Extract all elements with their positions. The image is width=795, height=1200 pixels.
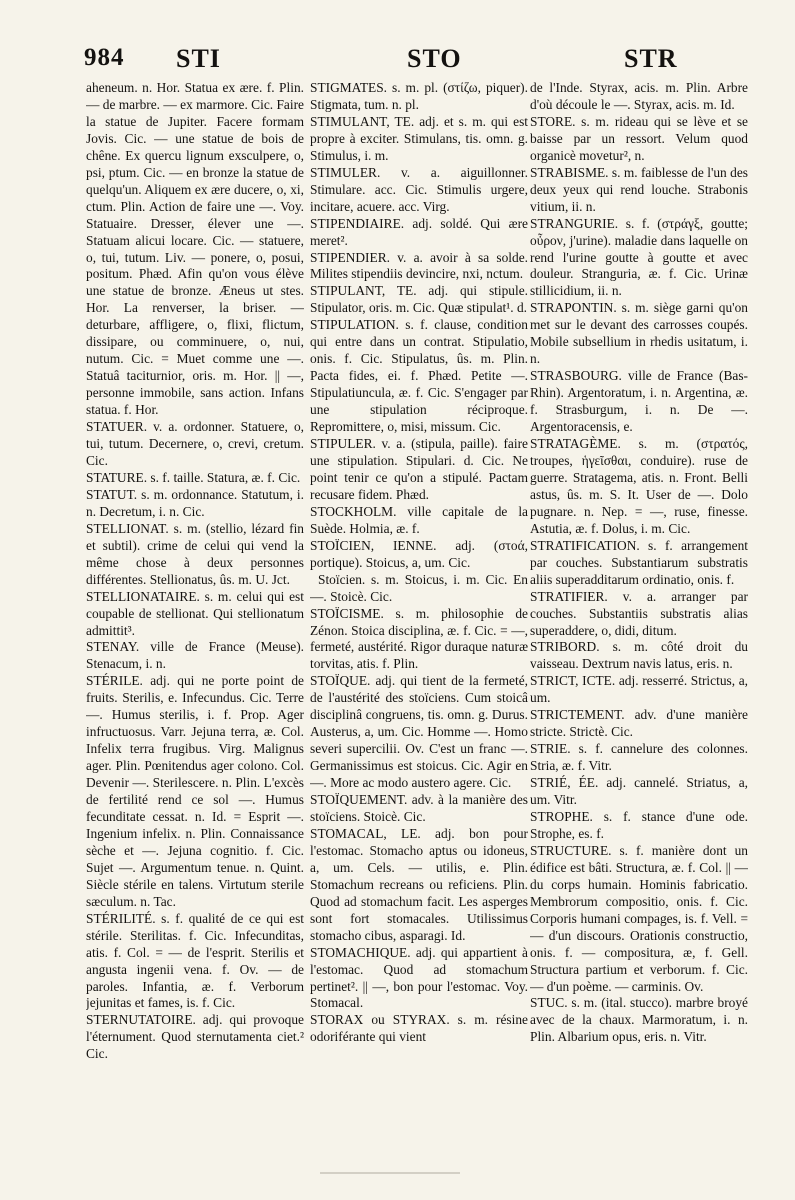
- dictionary-entry: STRIE. s. f. cannelure des colonnes. Stria, æ. f. Vitr.: [530, 741, 748, 774]
- column-right: [530, 80, 748, 1140]
- dictionary-entry: STRICT, ICTE. adj. resserré. Strictus, a, um.: [530, 673, 748, 706]
- dictionary-entry: STRATAGÈME. s. m. (στρατός, troupes, ἡγεῖσθαι, conduire). ruse de guerre. Stratagema, atis. n. Front. Belli astus, ûs. m. S. It. User de —. Dolo pugnare. n. Nep. = —, ruse, finesse. Astutia, æ. f. Dolus, i. m. Cic.: [530, 436, 748, 536]
- dictionary-entry: STRANGURIE. s. f. (στράγξ, goutte; οὖρον, j'urine). maladie dans laquelle on rend l'urine goutte à goutte et avec douleur. Stranguria, æ. f. Cic. Urinæ stillicidium, ii. n.: [530, 215, 748, 299]
- dictionary-entry: STIPULANT, TE. adj. qui stipule. Stipulator, oris. m. Cic. Quæ stipulat¹. d.: [310, 283, 528, 316]
- entry-continuation: aheneum. n. Hor. Statua ex ære. f. Plin. — de marbre. — ex marmore. Cic. Faire la statue de Jupiter. Facere formam Jovis. Cic. — une statue de bois de chêne. Ex quercu lignum exsculpere, o, psi, ptum. Cic. — en bronze la statue de quelqu'un. Aliquem ex ære ducere, o, xi, ctum. Plin. Action de faire une —. Voy. Statuaire. Dresser, élever une —. Statuam alicui locare. Cic. — statuere, o, tui, tutum. Liv. — ponere, o, posui, positum. Phæd. Afin qu'on vous élève une statue de bronze. Æneus ut stes. Hor. La renverser, la briser. — deturbare, affligere, o, flixi, flictum, dissipare, ou comminuere, o, nui, nutum. Cic. = Muet comme une —. Statuâ taciturnior, oris. m. Hor. || —, personne immobile, sans action. Infans statua. f. Hor.: [86, 80, 304, 418]
- dictionary-entry: STIMULANT, TE. adj. et s. m. qui est propre à exciter. Stimulans, tis. omn. g. Stimulus, i. m.: [310, 113, 528, 163]
- page-header: [84, 40, 774, 84]
- dictionary-entry: STATURE. s. f. taille. Statura, æ. f. Cic.: [86, 469, 301, 485]
- dictionary-entry: STRATIFICATION. s. f. arrangement par couches. Substantiarum substratis aliis superadditarum ordinatio, onis. f.: [530, 537, 748, 587]
- dictionary-entry: STOÏQUEMENT. adv. à la manière des stoïciens. Stoicè. Cic.: [310, 792, 528, 824]
- dictionary-entry: STOÏQUE. adj. qui tient de la fermeté, de l'austérité des stoïciens. Cum stoicâ disciplinâ congruens, tis. omn. g. Durus. Austerus, a, um. Cic. Homme —. Homo severi supercilii. Ov. C'est un franc —. Germanissimus est stoicus. Cic. Agir en —. More ac modo austero agere. Cic.: [310, 673, 528, 791]
- dictionary-entry: STRASBOURG. ville de France (Bas-Rhin). Argentoratum, i. n. Argentina, æ. f. Strasburgum, i. n. De —. Argentoracensis, e.: [530, 368, 748, 435]
- dictionary-entry: STIMULER. v. a. aiguillonner. Stimulare. acc. Cic. Stimulis urgere, incitare, acuere. acc. Virg.: [310, 164, 528, 214]
- page-number: 984: [84, 44, 125, 71]
- right-running-head: STR: [624, 44, 678, 73]
- dictionary-entry: STOÏCISME. s. m. philosophie de Zénon. Stoica disciplina, æ. f. Cic. = —, fermeté, austérité. Rigor duraque naturæ torvitas, atis. f. Plin.: [310, 605, 528, 672]
- dictionary-entry: STRIÉ, ÉE. adj. cannelé. Striatus, a, um. Vitr.: [530, 775, 748, 808]
- dictionary-entry: STRATIFIER. v. a. arranger par couches. Substantiis substratis alias superaddere, o, didi, ditum.: [530, 588, 748, 638]
- dictionary-entry: STOMACHIQUE. adj. qui appartient à l'estomac. Quod ad stomachum pertinet². || —, bon pour l'estomac. Voy. Stomacal.: [310, 944, 528, 1011]
- dictionary-entry: STÉRILE. adj. qui ne porte point de fruits. Sterilis, e. Infecundus. Cic. Terre —. Humus sterilis, i. f. Prop. Ager infructuosus. Varr. Jejuna terra, æ. Col. Infelix terra frugibus. Virg. Malignus ager. Plin. Pœnitendus ager colono. Col. Devenir —. Sterilescere. n. Plin. L'excès de fertilité rend ce sol —. Humus fecunditate cessat. n. Id. = Esprit —. Ingenium infelix. n. Plin. Connaissance sèche et —. Jejuna cognitio. f. Cic. Sujet —. Argumentum tenue. n. Quint. Siècle stérile en talens. Virtutum sterile sæculum. n. Tac.: [86, 673, 304, 909]
- dictionary-entry: STRAPONTIN. s. m. siège garni qu'on met sur le devant des carrosses coupés. Mobile subsellium in rhedis usitatum, i. n.: [530, 300, 748, 367]
- dictionary-entry: STIPENDIAIRE. adj. soldé. Qui ære meret².: [310, 215, 528, 248]
- entry-continuation: de l'Inde. Styrax, acis. m. Plin. Arbre d'où découle le —. Styrax, acis. m. Id.: [530, 80, 748, 112]
- dictionary-entry: STRUCTURE. s. f. manière dont un édifice est bâti. Structura, æ. f. Col. || — du corps humain. Hominis fabricatio. Membrorum compositio, onis. f. Cic. Corporis humani compages, is. f. Vell. = — d'un discours. Orationis constructio, onis. f. — compositura, æ, f. Gell. Structura partium et verborum. f. Cic. — d'un poème. — carminis. Ov.: [530, 842, 748, 994]
- dictionary-entry: STIPULER. v. a. (stipula, paille). faire une stipulation. Stipulari. d. Cic. Ne point tenir ce qu'on a stipulé. Pactam recusare fidem. Phæd.: [310, 436, 528, 502]
- dictionary-entry: STOCKHOLM. ville capitale de la Suède. Holmia, æ. f.: [310, 503, 528, 536]
- dictionary-entry: STOÏCIEN, IENNE. adj. (στοά, portique). Stoicus, a, um. Cic.: [310, 537, 528, 570]
- center-running-head: STO: [407, 44, 462, 73]
- dictionary-entry: Stoïcien. s. m. Stoicus, i. m. Cic. En —. Stoicè. Cic.: [310, 571, 528, 604]
- dictionary-entry: STOMACAL, LE. adj. bon pour l'estomac. Stomacho aptus ou idoneus, a, um. Cels. — utilis, e. Plin. Stomachum recreans ou reficiens. Plin. Quod ad stomachum facit. Les asperges sont fort stomacales. Utilissimus stomacho cibus, asparagi. Id.: [310, 825, 528, 943]
- dictionary-entry: STENAY. ville de France (Meuse). Stenacum, i. n.: [86, 639, 304, 672]
- dictionary-entry: STUC. s. m. (ital. stucco). marbre broyé avec de la chaux. Marmoratum, i. n. Plin. Albarium opus, eris. n. Vitr.: [530, 995, 748, 1045]
- dictionary-entry: STIPENDIER. v. a. avoir à sa solde. Milites stipendiis devincire, nxi, nctum.: [310, 249, 528, 282]
- dictionary-entry: STELLIONAT. s. m. (stellio, lézard fin et subtil). crime de celui qui vend la même chose à deux personnes différentes. Stellionatus, ûs. m. U. Jct.: [86, 520, 304, 587]
- dictionary-entry: STELLIONATAIRE. s. m. celui qui est coupable de stellionat. Qui stellionatum admittit³.: [86, 588, 304, 638]
- dictionary-entry: STATUT. s. m. ordonnance. Statutum, i. n. Decretum, i. n. Cic.: [86, 486, 304, 519]
- dictionary-entry: STIPULATION. s. f. clause, condition qui entre dans un contrat. Stipulatio, onis. f. Cic. Stipulatus, ûs. m. Plin. Pacta fides, ei. f. Phæd. Petite —. Stipulatiuncula, æ. f. Cic. S'engager par une stipulation réciproque. Repromittere, o, misi, missum. Cic.: [310, 317, 528, 435]
- dictionary-entry: STRIBORD. s. m. côté droit du vaisseau. Dextrum navis latus, eris. n.: [530, 639, 748, 672]
- dictionary-entry: STORAX ou STYRAX. s. m. résine odoriférante qui vient: [310, 1012, 528, 1045]
- dictionary-entry: STÉRILITÉ. s. f. qualité de ce qui est stérile. Sterilitas. f. Cic. Infecunditas, atis. f. Col. = — de l'esprit. Sterilis et angusta ingenii vena. f. Ov. — de paroles. Infantia, æ. f. Verborum jejunitas et fames, is. f. Cic.: [86, 910, 304, 1011]
- column-center: [310, 80, 528, 1140]
- dictionary-entry: STIGMATES. s. m. pl. (στίζω, piquer). Stigmata, tum. n. pl.: [310, 80, 528, 112]
- column-left: [86, 80, 304, 1140]
- dictionary-entry: STRABISME. s. m. faiblesse de l'un des deux yeux qui rend louche. Strabonis vitium, ii. n.: [530, 164, 748, 214]
- footer-rule: [320, 1168, 460, 1178]
- dictionary-entry: STATUER. v. a. ordonner. Statuere, o, tui, tutum. Decernere, o, crevi, cretum. Cic.: [86, 419, 304, 468]
- dictionary-entry: STORE. s. m. rideau qui se lève et se baisse par un ressort. Velum quod organicè movetur², n.: [530, 113, 748, 163]
- dictionary-entry: STRICTEMENT. adv. d'une manière stricte. Strictè. Cic.: [530, 707, 748, 740]
- left-running-head: STI: [176, 44, 221, 73]
- dictionary-entry: STROPHE. s. f. stance d'une ode. Strophe, es. f.: [530, 808, 748, 841]
- dictionary-entry: STERNUTATOIRE. adj. qui provoque l'éternument. Quod sternutamenta ciet.² Cic.: [86, 1012, 304, 1062]
